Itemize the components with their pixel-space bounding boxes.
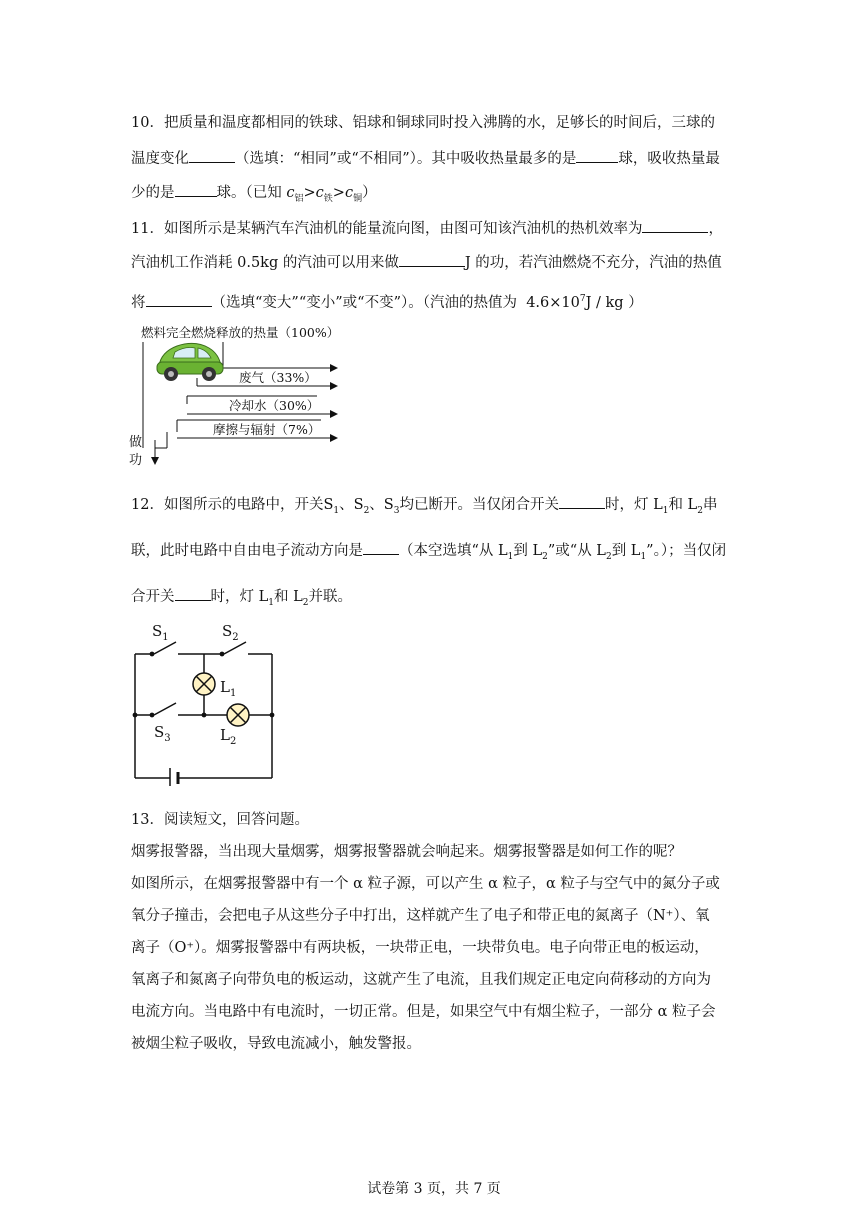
l2-label: $L_2$ — [220, 726, 237, 747]
s3-label: $S_3$ — [154, 723, 171, 744]
q10-blank-1[interactable] — [189, 148, 235, 163]
q11-line3: 将 （选填“变大”“变小”或“不变”）。（汽油的热值为 $4.6\times 10^7J$ / kg ） — [131, 289, 643, 313]
page-footer: 试卷第 3 页，共 7 页 — [367, 1181, 501, 1197]
cooling-label: 冷却水（30%） — [229, 398, 320, 413]
q13-p2-line6: 被烟尘粒子吸收，导致电流减小，触发警报。 — [131, 1036, 421, 1052]
q12-blank-2[interactable] — [363, 540, 399, 555]
q13-p1: 烟雾报警器，当出现大量烟雾，烟雾报警器就会响起来。烟雾报警器是如何工作的呢？ — [131, 844, 682, 860]
q11-blank-1[interactable] — [642, 218, 708, 233]
q10-blank-2[interactable] — [576, 148, 618, 163]
exhaust-label: 废气（33%） — [239, 370, 317, 385]
q11-blank-3[interactable] — [146, 292, 212, 307]
s2-label: $S_2$ — [222, 622, 239, 643]
q10-line2: 温度变化 （选填：“相同”或“不相同”）。其中吸收热量最多的是 球，吸收热量最 — [131, 148, 720, 169]
s1-label: $S_1$ — [152, 622, 169, 643]
work-label-2: 功 — [129, 453, 143, 468]
q10-line1: 10．把质量和温度都相同的铁球、铝球和铜球同时投入沸腾的水，足够长的时间后，三球的 — [131, 115, 715, 131]
q10-line3: 少的是 球。（已知 $c_铝>c_铁>c_铜$） — [131, 182, 377, 209]
q12-blank-1[interactable] — [559, 494, 605, 509]
q12-line3: 合开关 时，灯 $L_1$和 $L_2$并联。 — [131, 586, 352, 613]
lamp-l2-icon — [227, 704, 249, 726]
q11-blank-2[interactable] — [399, 252, 465, 267]
q11-line1: 11．如图所示是某辆汽车汽油机的能量流向图，由图可知该汽油机的热机效率为 ， — [131, 218, 723, 239]
q13-p2-line4: 氧离子和氮离子向带负电的板运动，这就产生了电流，且我们规定正电定向荷移动的方向为 — [131, 972, 711, 988]
q11-line2: 汽油机工作消耗 0.5kg 的汽油可以用来做 J 的功，若汽油燃烧不充分，汽油的热值 — [131, 252, 722, 273]
circuit-diagram — [124, 616, 284, 786]
l1-label: $L_1$ — [220, 678, 237, 699]
q12-line2: 联，此时电路中自由电子流动方向是 （本空选填“从 $L_1$到 $L_2$”或“从 $L_2$到 $L_1$”。）；当仅闭 — [131, 540, 726, 567]
energy-flow-diagram — [125, 322, 355, 472]
q10-blank-3[interactable] — [175, 182, 217, 197]
q13-p2-line3: 离子（O⁺）。烟雾报警器中有两块板，一块带正电，一块带负电。电子向带正电的板运动， — [131, 940, 709, 956]
work-label-1: 做 — [129, 435, 143, 450]
friction-label: 摩擦与辐射（7%） — [213, 422, 321, 437]
car-icon — [157, 343, 223, 381]
diagram-top-label: 燃料完全燃烧释放的热量（100%） — [141, 325, 340, 340]
q12-blank-3[interactable] — [175, 586, 211, 601]
q13-title: 13．阅读短文，回答问题。 — [131, 812, 309, 828]
q13-p2-line5: 电流方向。当电路中有电流时，一切正常。但是，如果空气中有烟尘粒子，一部分 α 粒子会 — [131, 1004, 716, 1020]
q13-p2-line1: 如图所示，在烟雾报警器中有一个 α 粒子源，可以产生 α 粒子，α 粒子与空气中的氮分子或 — [131, 876, 720, 892]
lamp-l1-icon — [193, 673, 215, 695]
q12-line1: 12．如图所示的电路中，开关$S_1$、$S_2$、$S_3$均已断开。当仅闭合开关 时，灯 $L_1$和 $L_2$串 — [131, 494, 717, 521]
q13-p2-line2: 氧分子撞击，会把电子从这些分子中打出，这样就产生了电子和带正电的氮离子（N⁺）、氧 — [131, 908, 710, 924]
